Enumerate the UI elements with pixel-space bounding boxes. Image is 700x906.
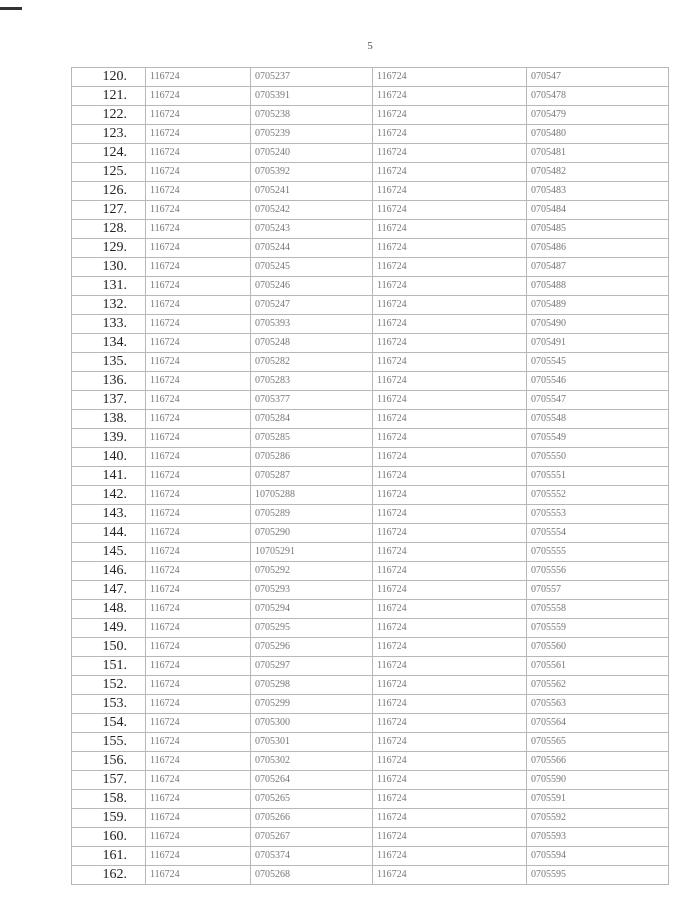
col3-cell: 116724	[373, 657, 527, 676]
col3-cell: 116724	[373, 296, 527, 315]
col4-cell: 0705564	[527, 714, 669, 733]
col1-cell: 116724	[146, 125, 251, 144]
row-number-cell: 138.	[72, 410, 146, 429]
table-row	[72, 239, 669, 258]
col4-cell: 0705486	[527, 239, 669, 258]
col2-cell: 0705266	[251, 809, 373, 828]
table-row	[72, 543, 669, 562]
col3-cell: 116724	[373, 676, 527, 695]
table-row	[72, 220, 669, 239]
col4-cell: 070547	[527, 68, 669, 87]
col3-cell: 116724	[373, 220, 527, 239]
col1-cell: 116724	[146, 296, 251, 315]
col1-cell: 116724	[146, 106, 251, 125]
row-number-cell: 162.	[72, 866, 146, 885]
col3-cell: 116724	[373, 828, 527, 847]
col4-cell: 0705481	[527, 144, 669, 163]
row-number-cell: 126.	[72, 182, 146, 201]
table-row	[72, 334, 669, 353]
col4-cell: 0705560	[527, 638, 669, 657]
col1-cell: 116724	[146, 182, 251, 201]
col4-cell: 0705489	[527, 296, 669, 315]
col4-cell: 0705480	[527, 125, 669, 144]
col4-cell: 0705545	[527, 353, 669, 372]
row-number-cell: 146.	[72, 562, 146, 581]
row-number-cell: 122.	[72, 106, 146, 125]
col4-cell: 0705553	[527, 505, 669, 524]
col1-cell: 116724	[146, 771, 251, 790]
table-row	[72, 581, 669, 600]
table-row	[72, 201, 669, 220]
col4-cell: 0705483	[527, 182, 669, 201]
col1-cell: 116724	[146, 790, 251, 809]
col3-cell: 116724	[373, 467, 527, 486]
col3-cell: 116724	[373, 201, 527, 220]
data-table	[71, 67, 669, 885]
row-number-cell: 144.	[72, 524, 146, 543]
col3-cell: 116724	[373, 733, 527, 752]
col4-cell: 0705482	[527, 163, 669, 182]
table-row	[72, 372, 669, 391]
col1-cell: 116724	[146, 239, 251, 258]
col2-cell: 0705243	[251, 220, 373, 239]
col2-cell: 0705283	[251, 372, 373, 391]
table-row	[72, 106, 669, 125]
col4-cell: 0705488	[527, 277, 669, 296]
col4-cell: 0705555	[527, 543, 669, 562]
table-row	[72, 714, 669, 733]
row-number-cell: 131.	[72, 277, 146, 296]
col2-cell: 0705247	[251, 296, 373, 315]
table-row	[72, 505, 669, 524]
col4-cell: 0705479	[527, 106, 669, 125]
table-row	[72, 410, 669, 429]
table-row	[72, 87, 669, 106]
col4-cell: 0705561	[527, 657, 669, 676]
table-row	[72, 752, 669, 771]
col4-cell: 0705592	[527, 809, 669, 828]
row-number-cell: 132.	[72, 296, 146, 315]
col2-cell: 0705246	[251, 277, 373, 296]
row-number-cell: 124.	[72, 144, 146, 163]
col2-cell: 0705248	[251, 334, 373, 353]
col3-cell: 116724	[373, 239, 527, 258]
table-row	[72, 771, 669, 790]
col1-cell: 116724	[146, 277, 251, 296]
col4-cell: 0705565	[527, 733, 669, 752]
table-row	[72, 866, 669, 885]
col2-cell: 0705264	[251, 771, 373, 790]
col1-cell: 116724	[146, 809, 251, 828]
col3-cell: 116724	[373, 581, 527, 600]
col4-cell: 0705547	[527, 391, 669, 410]
col3-cell: 116724	[373, 600, 527, 619]
col1-cell: 116724	[146, 866, 251, 885]
col3-cell: 116724	[373, 562, 527, 581]
table-row	[72, 524, 669, 543]
col2-cell: 0705302	[251, 752, 373, 771]
col1-cell: 116724	[146, 828, 251, 847]
col2-cell: 0705284	[251, 410, 373, 429]
row-number-cell: 159.	[72, 809, 146, 828]
col2-cell: 0705285	[251, 429, 373, 448]
table-row	[72, 182, 669, 201]
row-number-cell: 128.	[72, 220, 146, 239]
table-row	[72, 315, 669, 334]
row-number-cell: 150.	[72, 638, 146, 657]
row-number-cell: 151.	[72, 657, 146, 676]
col4-cell: 0705490	[527, 315, 669, 334]
col3-cell: 116724	[373, 448, 527, 467]
col2-cell: 0705393	[251, 315, 373, 334]
table-row	[72, 809, 669, 828]
col4-cell: 0705566	[527, 752, 669, 771]
col2-cell: 0705241	[251, 182, 373, 201]
col3-cell: 116724	[373, 543, 527, 562]
col2-cell: 10705288	[251, 486, 373, 505]
col2-cell: 0705286	[251, 448, 373, 467]
col1-cell: 116724	[146, 372, 251, 391]
row-number-cell: 149.	[72, 619, 146, 638]
row-number-cell: 140.	[72, 448, 146, 467]
table-row	[72, 163, 669, 182]
row-number-cell: 154.	[72, 714, 146, 733]
col1-cell: 116724	[146, 714, 251, 733]
col1-cell: 116724	[146, 68, 251, 87]
col3-cell: 116724	[373, 68, 527, 87]
col1-cell: 116724	[146, 600, 251, 619]
row-number-cell: 136.	[72, 372, 146, 391]
table-row	[72, 695, 669, 714]
col1-cell: 116724	[146, 429, 251, 448]
col3-cell: 116724	[373, 847, 527, 866]
col2-cell: 0705377	[251, 391, 373, 410]
table-row	[72, 125, 669, 144]
col1-cell: 116724	[146, 353, 251, 372]
col4-cell: 0705556	[527, 562, 669, 581]
row-number-cell: 137.	[72, 391, 146, 410]
table-row	[72, 391, 669, 410]
row-number-cell: 148.	[72, 600, 146, 619]
col1-cell: 116724	[146, 695, 251, 714]
col1-cell: 116724	[146, 847, 251, 866]
col1-cell: 116724	[146, 638, 251, 657]
col3-cell: 116724	[373, 353, 527, 372]
col2-cell: 0705292	[251, 562, 373, 581]
col1-cell: 116724	[146, 562, 251, 581]
col2-cell: 0705239	[251, 125, 373, 144]
col1-cell: 116724	[146, 581, 251, 600]
col4-cell: 0705594	[527, 847, 669, 866]
col4-cell: 0705478	[527, 87, 669, 106]
col1-cell: 116724	[146, 220, 251, 239]
table-row	[72, 353, 669, 372]
row-number-cell: 158.	[72, 790, 146, 809]
row-number-cell: 120.	[72, 68, 146, 87]
table-row	[72, 144, 669, 163]
col4-cell: 0705558	[527, 600, 669, 619]
table-row	[72, 619, 669, 638]
col4-cell: 0705546	[527, 372, 669, 391]
col3-cell: 116724	[373, 790, 527, 809]
col2-cell: 0705238	[251, 106, 373, 125]
table-row	[72, 733, 669, 752]
col1-cell: 116724	[146, 752, 251, 771]
table-row	[72, 638, 669, 657]
col2-cell: 0705299	[251, 695, 373, 714]
col3-cell: 116724	[373, 163, 527, 182]
col2-cell: 0705287	[251, 467, 373, 486]
table-row	[72, 828, 669, 847]
col2-cell: 0705392	[251, 163, 373, 182]
col2-cell: 0705245	[251, 258, 373, 277]
col4-cell: 0705548	[527, 410, 669, 429]
col1-cell: 116724	[146, 163, 251, 182]
col1-cell: 116724	[146, 334, 251, 353]
col3-cell: 116724	[373, 486, 527, 505]
row-number-cell: 121.	[72, 87, 146, 106]
col1-cell: 116724	[146, 315, 251, 334]
col1-cell: 116724	[146, 657, 251, 676]
col2-cell: 0705296	[251, 638, 373, 657]
col3-cell: 116724	[373, 144, 527, 163]
col2-cell: 0705289	[251, 505, 373, 524]
row-number-cell: 134.	[72, 334, 146, 353]
col3-cell: 116724	[373, 809, 527, 828]
col3-cell: 116724	[373, 714, 527, 733]
col1-cell: 116724	[146, 258, 251, 277]
table-row	[72, 847, 669, 866]
row-number-cell: 157.	[72, 771, 146, 790]
row-number-cell: 129.	[72, 239, 146, 258]
col3-cell: 116724	[373, 695, 527, 714]
col4-cell: 0705551	[527, 467, 669, 486]
col2-cell: 0705300	[251, 714, 373, 733]
col4-cell: 0705559	[527, 619, 669, 638]
row-number-cell: 125.	[72, 163, 146, 182]
col1-cell: 116724	[146, 391, 251, 410]
col3-cell: 116724	[373, 410, 527, 429]
col3-cell: 116724	[373, 87, 527, 106]
col4-cell: 0705552	[527, 486, 669, 505]
col1-cell: 116724	[146, 733, 251, 752]
col4-cell: 0705591	[527, 790, 669, 809]
col1-cell: 116724	[146, 467, 251, 486]
col4-cell: 0705484	[527, 201, 669, 220]
col4-cell: 0705590	[527, 771, 669, 790]
col4-cell: 0705593	[527, 828, 669, 847]
table-row	[72, 296, 669, 315]
table-row	[72, 562, 669, 581]
col2-cell: 0705268	[251, 866, 373, 885]
col4-cell: 0705563	[527, 695, 669, 714]
col1-cell: 116724	[146, 676, 251, 695]
row-number-cell: 147.	[72, 581, 146, 600]
col2-cell: 0705294	[251, 600, 373, 619]
col1-cell: 116724	[146, 410, 251, 429]
col3-cell: 116724	[373, 334, 527, 353]
table-row	[72, 657, 669, 676]
col2-cell: 0705282	[251, 353, 373, 372]
col4-cell: 0705491	[527, 334, 669, 353]
row-number-cell: 161.	[72, 847, 146, 866]
col4-cell: 0705554	[527, 524, 669, 543]
col1-cell: 116724	[146, 144, 251, 163]
col3-cell: 116724	[373, 315, 527, 334]
col3-cell: 116724	[373, 277, 527, 296]
col2-cell: 0705295	[251, 619, 373, 638]
col4-cell: 070557	[527, 581, 669, 600]
col4-cell: 0705487	[527, 258, 669, 277]
col4-cell: 0705550	[527, 448, 669, 467]
table-row	[72, 68, 669, 87]
row-number-cell: 143.	[72, 505, 146, 524]
table-row	[72, 600, 669, 619]
col2-cell: 0705240	[251, 144, 373, 163]
col4-cell: 0705562	[527, 676, 669, 695]
col4-cell: 0705485	[527, 220, 669, 239]
table-row	[72, 448, 669, 467]
col2-cell: 0705265	[251, 790, 373, 809]
col3-cell: 116724	[373, 505, 527, 524]
col3-cell: 116724	[373, 429, 527, 448]
row-number-cell: 152.	[72, 676, 146, 695]
page-number: 5	[367, 40, 373, 52]
row-number-cell: 155.	[72, 733, 146, 752]
row-number-cell: 142.	[72, 486, 146, 505]
row-number-cell: 139.	[72, 429, 146, 448]
col3-cell: 116724	[373, 524, 527, 543]
col3-cell: 116724	[373, 182, 527, 201]
col4-cell: 0705549	[527, 429, 669, 448]
col2-cell: 0705391	[251, 87, 373, 106]
row-number-cell: 156.	[72, 752, 146, 771]
corner-mark	[0, 7, 22, 10]
col3-cell: 116724	[373, 752, 527, 771]
col3-cell: 116724	[373, 106, 527, 125]
table-row	[72, 258, 669, 277]
col3-cell: 116724	[373, 125, 527, 144]
col2-cell: 0705293	[251, 581, 373, 600]
col1-cell: 116724	[146, 87, 251, 106]
col2-cell: 0705244	[251, 239, 373, 258]
table-row	[72, 486, 669, 505]
col3-cell: 116724	[373, 619, 527, 638]
table-row	[72, 676, 669, 695]
col1-cell: 116724	[146, 619, 251, 638]
col1-cell: 116724	[146, 448, 251, 467]
col2-cell: 0705237	[251, 68, 373, 87]
table-row	[72, 429, 669, 448]
col2-cell: 0705301	[251, 733, 373, 752]
col3-cell: 116724	[373, 866, 527, 885]
col2-cell: 0705267	[251, 828, 373, 847]
col2-cell: 0705298	[251, 676, 373, 695]
col2-cell: 10705291	[251, 543, 373, 562]
row-number-cell: 130.	[72, 258, 146, 277]
col2-cell: 0705290	[251, 524, 373, 543]
col1-cell: 116724	[146, 543, 251, 562]
col2-cell: 0705297	[251, 657, 373, 676]
col1-cell: 116724	[146, 524, 251, 543]
row-number-cell: 133.	[72, 315, 146, 334]
col2-cell: 0705242	[251, 201, 373, 220]
table-row	[72, 467, 669, 486]
table-row	[72, 790, 669, 809]
col2-cell: 0705374	[251, 847, 373, 866]
col1-cell: 116724	[146, 201, 251, 220]
col4-cell: 0705595	[527, 866, 669, 885]
col3-cell: 116724	[373, 638, 527, 657]
row-number-cell: 145.	[72, 543, 146, 562]
row-number-cell: 127.	[72, 201, 146, 220]
row-number-cell: 135.	[72, 353, 146, 372]
row-number-cell: 141.	[72, 467, 146, 486]
row-number-cell: 153.	[72, 695, 146, 714]
col3-cell: 116724	[373, 391, 527, 410]
col3-cell: 116724	[373, 258, 527, 277]
col3-cell: 116724	[373, 771, 527, 790]
table-row	[72, 277, 669, 296]
table-body	[72, 68, 669, 885]
row-number-cell: 160.	[72, 828, 146, 847]
col1-cell: 116724	[146, 505, 251, 524]
col1-cell: 116724	[146, 486, 251, 505]
col3-cell: 116724	[373, 372, 527, 391]
row-number-cell: 123.	[72, 125, 146, 144]
